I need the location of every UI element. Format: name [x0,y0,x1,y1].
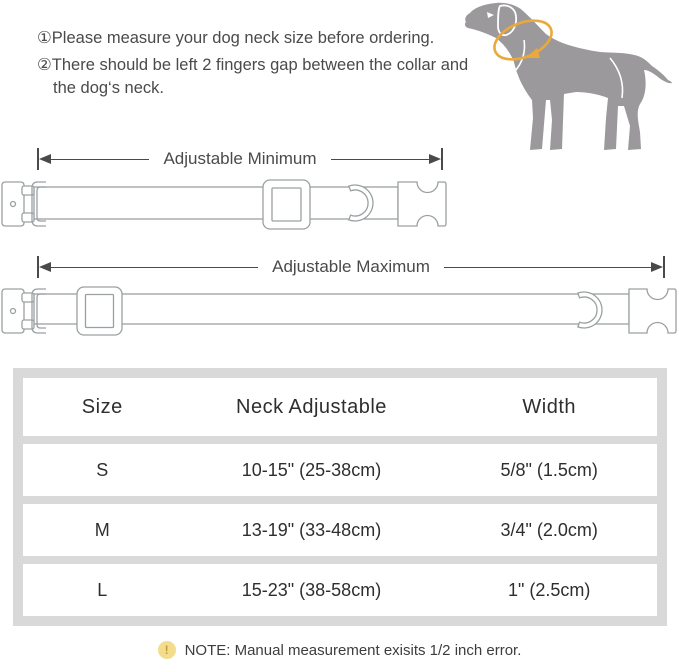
cell-width: 3/4" (2.0cm) [500,519,598,540]
header-cell-width: Width [522,395,577,418]
slider-icon [77,287,122,335]
table-header-row [23,378,657,436]
cell-size: M [94,519,110,540]
release-buckle-icon [629,289,676,333]
collar-minimum-diagram [0,170,460,242]
instruction-2: ②There should be left 2 fingers gap between the collar and the dog‘s neck. [37,56,469,97]
slider-icon [263,180,310,229]
arrow-line [51,159,149,160]
min-measure-arrow [37,148,443,170]
arrowhead-left-icon [39,154,51,164]
header-cell-neck: Neck Adjustable [236,395,387,418]
warning-icon: ! [158,641,176,659]
cell-neck: 10-15" (25-38cm) [241,459,382,480]
dog-silhouette-icon [458,0,677,160]
cell-width: 1" (2.5cm) [508,579,591,600]
arrowhead-left-icon [39,262,51,272]
instructions-block [37,27,469,104]
bottom-note [0,641,679,659]
collar-strap [34,187,398,219]
instruction-1: ①Please measure your dog neck size before ordering. [37,29,435,47]
max-measure-arrow [37,256,665,278]
release-buckle-icon [398,182,446,226]
arrow-endbar [663,256,665,278]
table-row-l [23,564,657,616]
cell-size: L [97,579,108,600]
arrow-line [331,159,429,160]
cell-neck: 15-23" (38-58cm) [241,579,382,600]
cell-neck: 13-19" (33-48cm) [241,519,382,540]
cell-size: S [96,459,109,480]
arrowhead-right-icon [429,154,441,164]
size-table [13,368,667,626]
header-cell-size: Size [81,395,123,418]
collar-strap [34,294,629,324]
collar-maximum-diagram [0,278,679,350]
arrow-line [51,267,258,268]
arrowhead-right-icon [651,262,663,272]
table-row-m [23,504,657,556]
arrow-endbar [441,148,443,170]
max-arrow-label: Adjustable Maximum [272,257,430,276]
arrow-line [444,267,651,268]
cell-width: 5/8" (1.5cm) [500,459,598,480]
note-text: NOTE: Manual measurement exisits 1/2 inch error. [184,641,522,659]
min-arrow-label: Adjustable Minimum [163,149,317,168]
dog-illustration [458,0,677,160]
table-row-s [23,444,657,496]
